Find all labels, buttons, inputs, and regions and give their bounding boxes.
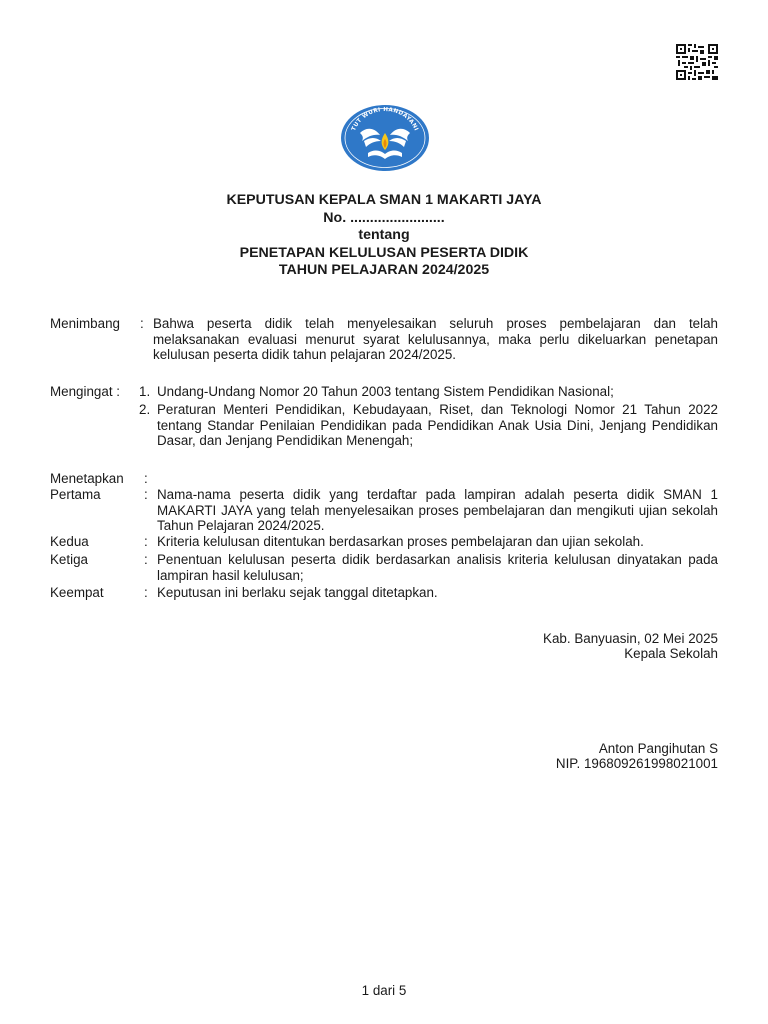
- number-line: No. ........................: [323, 209, 445, 226]
- menetapkan-item-pertama: [50, 487, 718, 535]
- place-date: Kab. Banyuasin, 02 Mei 2025: [543, 631, 718, 646]
- logo-lettering: TUT WURI HANDAYANI: [351, 106, 419, 132]
- menimbang-text: Bahwa peserta didik telah menyelesaikan seluruh proses pembelajaran dan telah melaksanakan evaluasi menurut syarat kelulusannya, maka perlu dikeluarkan penetapan kelulusan peserta didik tahun pelajaran 2024/2025.: [153, 316, 718, 362]
- title-line-1: KEPUTUSAN KEPALA SMAN 1 MAKARTI JAYA: [226, 192, 542, 208]
- menetapkan-item-ketiga: [50, 552, 718, 586]
- item-text: Nama-nama peserta didik yang terdaftar pada lampiran adalah peserta didik SMAN 1 MAKARTI JAYA yang telah menyelesaikan proses pembelajaran dan mengikuti ujian sekolah Tahun Pelajaran 2024/2025.: [157, 487, 718, 533]
- signer-name: Anton Pangihutan S: [598, 741, 718, 756]
- item-label: Ketiga: [50, 552, 88, 567]
- item-label: Keempat: [50, 585, 104, 600]
- item-label: Kedua: [50, 534, 89, 549]
- item-colon: :: [144, 534, 148, 549]
- item-text: Penentuan kelulusan peserta didik berdasarkan analisis kriteria kelulusan dinyatakan pada lampiran hasil kelulusan;: [157, 552, 718, 583]
- item-colon: :: [144, 585, 148, 600]
- tut-wuri-handayani-logo: [340, 103, 430, 171]
- menetapkan-label: Menetapkan: [50, 471, 124, 486]
- mengingat-label: Mengingat :: [50, 384, 120, 399]
- mengingat-item-number: 2.: [139, 402, 151, 417]
- title-line-3: TAHUN PELAJARAN 2024/2025: [278, 262, 490, 278]
- document-title: [0, 192, 768, 280]
- menimbang-section: [50, 316, 718, 364]
- item-label: Pertama: [50, 487, 101, 502]
- item-text: Kriteria kelulusan ditentukan berdasarkan proses pembelajaran dan ujian sekolah.: [157, 534, 644, 549]
- signer-nip: NIP. 196809261998021001: [555, 756, 718, 771]
- mengingat-section: [50, 384, 718, 448]
- menimbang-label: Menimbang: [50, 316, 120, 331]
- title-line-2: PENETAPAN KELULUSAN PESERTA DIDIK: [239, 244, 529, 261]
- mengingat-item-number: 1.: [139, 384, 151, 399]
- about-line: tentang: [358, 227, 410, 243]
- menimbang-colon: :: [140, 316, 144, 331]
- menetapkan-item-kedua: [50, 534, 718, 552]
- item-text: Keputusan ini berlaku sejak tanggal ditetapkan.: [157, 585, 438, 600]
- item-colon: :: [144, 487, 148, 502]
- qr-code-icon: [676, 44, 718, 80]
- signer-position: Kepala Sekolah: [624, 646, 718, 661]
- menetapkan-colon: :: [144, 471, 148, 486]
- mengingat-item-text: Peraturan Menteri Pendidikan, Kebudayaan, Riset, dan Teknologi Nomor 21 Tahun 2022 tentang Standar Penilaian Pendidikan pada Pendidikan Anak Usia Dini, Jenjang Pendidikan Dasar, dan Jenjang Pendidikan Menengah;: [157, 402, 718, 448]
- menetapkan-item-keempat: [50, 585, 718, 603]
- page-number: 1 dari 5: [361, 983, 407, 998]
- item-colon: :: [144, 552, 148, 567]
- mengingat-item-text: Undang-Undang Nomor 20 Tahun 2003 tentang Sistem Pendidikan Nasional;: [157, 384, 614, 399]
